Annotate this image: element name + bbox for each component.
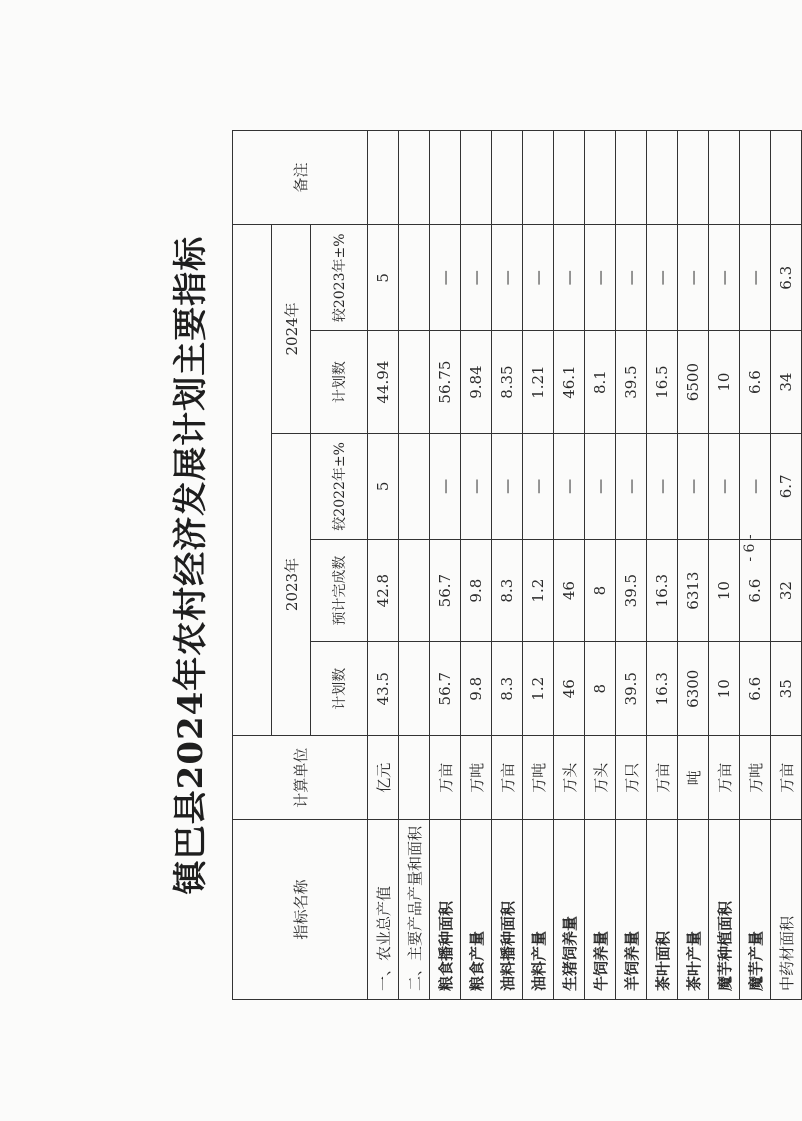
document-title: 镇巴县2024年农村经济发展计划主要指标: [171, 235, 211, 895]
row-est-2023: 32: [771, 540, 802, 642]
row-name: 魔芋产量: [740, 820, 771, 1000]
row-remark: [678, 131, 709, 225]
row-est-2023: 16.3: [647, 540, 678, 642]
row-vs-2023: —: [585, 225, 616, 331]
row-plan-2023: 1.2: [523, 642, 554, 736]
row-plan-2024: 1.21: [523, 331, 554, 433]
row-plan-2023: 46: [554, 642, 585, 736]
table-row: [616, 131, 647, 1000]
row-plan-2023: 43.5: [368, 642, 399, 736]
row-remark: [647, 131, 678, 225]
table-row: [771, 131, 802, 1000]
row-vs-2023: —: [554, 225, 585, 331]
header-plan-2024: 计划数: [311, 331, 368, 433]
row-name: 茶叶产量: [678, 820, 709, 1000]
row-unit: 万亩: [492, 736, 523, 820]
row-name: 粮食播种面积: [430, 820, 461, 1000]
table-row: [709, 131, 740, 1000]
row-plan-2024: 6.6: [740, 331, 771, 433]
table-row: [368, 131, 399, 1000]
row-vs-2023: 6.3: [771, 225, 802, 331]
row-remark: [585, 131, 616, 225]
row-remark: [554, 131, 585, 225]
row-plan-2023: 16.3: [647, 642, 678, 736]
row-unit: 万亩: [647, 736, 678, 820]
row-plan-2024: 6500: [678, 331, 709, 433]
table-body: [368, 131, 802, 1000]
row-plan-2024: 10: [709, 331, 740, 433]
table-row: [554, 131, 585, 1000]
row-unit: 万亩: [709, 736, 740, 820]
row-name: 油料产量: [523, 820, 554, 1000]
row-plan-2023: [399, 642, 430, 736]
row-est-2023: 6.6: [740, 540, 771, 642]
row-plan-2024: 9.84: [461, 331, 492, 433]
row-plan-2024: [399, 331, 430, 433]
row-est-2023: 10: [709, 540, 740, 642]
row-vs-2022: —: [616, 433, 647, 539]
row-name: 二、主要产品产量和面积: [399, 820, 430, 1000]
row-name: 茶叶面积: [647, 820, 678, 1000]
row-vs-2022: —: [430, 433, 461, 539]
header-vs-2023: 较2023年±%: [311, 225, 368, 331]
row-plan-2023: 8: [585, 642, 616, 736]
table-row: [678, 131, 709, 1000]
row-vs-2022: —: [709, 433, 740, 539]
header-year-2024: 2024年: [272, 225, 311, 434]
row-remark: [461, 131, 492, 225]
row-plan-2023: 10: [709, 642, 740, 736]
row-name: 中药材面积: [771, 820, 802, 1000]
row-unit: 亿元: [368, 736, 399, 820]
row-unit: 万亩: [430, 736, 461, 820]
row-vs-2022: [399, 433, 430, 539]
row-name: 一、农业总产值: [368, 820, 399, 1000]
row-est-2023: 42.8: [368, 540, 399, 642]
row-vs-2023: —: [647, 225, 678, 331]
header-vs-2022: 较2022年±%: [311, 433, 368, 539]
row-vs-2023: —: [430, 225, 461, 331]
row-name: 粮食产量: [461, 820, 492, 1000]
row-vs-2023: [399, 225, 430, 331]
row-vs-2022: —: [585, 433, 616, 539]
row-vs-2023: —: [523, 225, 554, 331]
row-plan-2023: 35: [771, 642, 802, 736]
row-name: 油料播种面积: [492, 820, 523, 1000]
row-remark: [523, 131, 554, 225]
row-plan-2023: 39.5: [616, 642, 647, 736]
row-plan-2023: 6300: [678, 642, 709, 736]
row-remark: [368, 131, 399, 225]
row-vs-2023: —: [678, 225, 709, 331]
row-remark: [740, 131, 771, 225]
row-unit: 万头: [585, 736, 616, 820]
row-unit: 万吨: [740, 736, 771, 820]
indicators-table: [232, 130, 802, 1000]
row-name: 生猪饲养量: [554, 820, 585, 1000]
row-plan-2024: 39.5: [616, 331, 647, 433]
row-name: 魔芋种植面积: [709, 820, 740, 1000]
row-vs-2022: 6.7: [771, 433, 802, 539]
row-plan-2023: 6.6: [740, 642, 771, 736]
row-unit: 吨: [678, 736, 709, 820]
header-spacer: [233, 225, 272, 736]
row-vs-2023: —: [461, 225, 492, 331]
row-plan-2024: 44.94: [368, 331, 399, 433]
row-vs-2022: —: [523, 433, 554, 539]
table-header: [233, 131, 368, 1000]
row-vs-2022: —: [740, 433, 771, 539]
row-est-2023: 6313: [678, 540, 709, 642]
row-vs-2022: —: [461, 433, 492, 539]
header-est-2023: 预计完成数: [311, 540, 368, 642]
row-est-2023: 8.3: [492, 540, 523, 642]
row-remark: [616, 131, 647, 225]
table-row: [647, 131, 678, 1000]
row-plan-2023: 56.7: [430, 642, 461, 736]
row-vs-2023: —: [709, 225, 740, 331]
header-year-2023: 2023年: [272, 433, 311, 736]
row-vs-2023: —: [492, 225, 523, 331]
header-indicator: 指标名称: [233, 820, 368, 1000]
row-vs-2022: —: [647, 433, 678, 539]
row-plan-2024: 56.75: [430, 331, 461, 433]
row-est-2023: 46: [554, 540, 585, 642]
row-remark: [771, 131, 802, 225]
row-remark: [492, 131, 523, 225]
row-vs-2022: —: [554, 433, 585, 539]
row-unit: 万头: [554, 736, 585, 820]
row-plan-2023: 8.3: [492, 642, 523, 736]
row-vs-2023: —: [616, 225, 647, 331]
row-plan-2023: 9.8: [461, 642, 492, 736]
row-unit: 万吨: [523, 736, 554, 820]
page-number: - 6 -: [742, 534, 758, 562]
table-row: [430, 131, 461, 1000]
row-plan-2024: 34: [771, 331, 802, 433]
table-row: [399, 131, 430, 1000]
header-remark: 备注: [233, 131, 368, 225]
row-unit: 万吨: [461, 736, 492, 820]
row-plan-2024: 16.5: [647, 331, 678, 433]
table-row: [523, 131, 554, 1000]
row-est-2023: 39.5: [616, 540, 647, 642]
row-est-2023: 56.7: [430, 540, 461, 642]
row-vs-2023: —: [740, 225, 771, 331]
row-plan-2024: 8.35: [492, 331, 523, 433]
rotated-content: [150, 130, 796, 1000]
row-unit: [399, 736, 430, 820]
row-vs-2022: 5: [368, 433, 399, 539]
row-name: 牛饲养量: [585, 820, 616, 1000]
row-vs-2023: 5: [368, 225, 399, 331]
row-plan-2024: 46.1: [554, 331, 585, 433]
row-est-2023: 9.8: [461, 540, 492, 642]
row-plan-2024: 8.1: [585, 331, 616, 433]
header-unit: 计算单位: [233, 736, 368, 820]
row-est-2023: [399, 540, 430, 642]
row-unit: 万只: [616, 736, 647, 820]
header-plan-2023: 计划数: [311, 642, 368, 736]
table-row: [585, 131, 616, 1000]
row-vs-2022: —: [678, 433, 709, 539]
row-est-2023: 1.2: [523, 540, 554, 642]
row-remark: [430, 131, 461, 225]
row-est-2023: 8: [585, 540, 616, 642]
table-row: [492, 131, 523, 1000]
table-row: [461, 131, 492, 1000]
row-unit: 万亩: [771, 736, 802, 820]
row-name: 羊饲养量: [616, 820, 647, 1000]
row-remark: [399, 131, 430, 225]
row-vs-2022: —: [492, 433, 523, 539]
row-remark: [709, 131, 740, 225]
